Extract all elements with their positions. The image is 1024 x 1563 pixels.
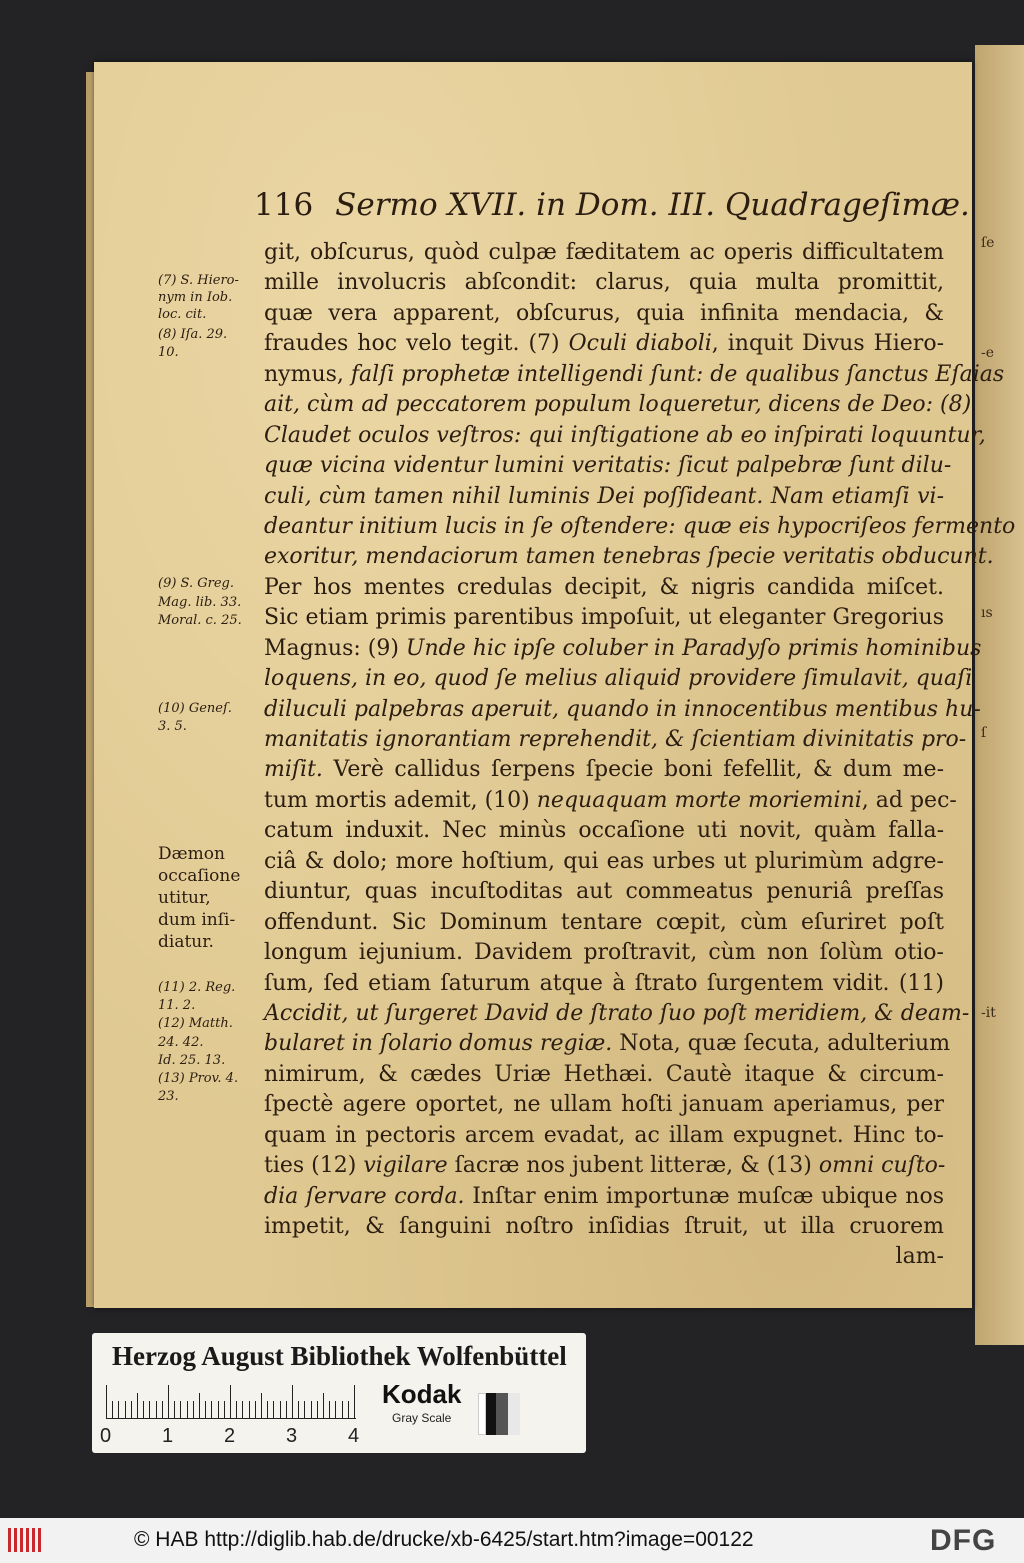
text-run: omni cuſto- bbox=[818, 1153, 946, 1179]
margin-citation: (12) Matth. bbox=[158, 1016, 233, 1032]
text-run: dia ſervare corda. bbox=[264, 1183, 465, 1209]
ruler-tick bbox=[118, 1401, 119, 1419]
text-run: impetit, & ſanguini noſtro inſidias ſtruit, ut illa cruorem bbox=[264, 1214, 944, 1239]
text-line bbox=[264, 938, 944, 968]
ruler-tick bbox=[273, 1401, 274, 1419]
text-run: tum mortis ademit, (10) bbox=[264, 787, 537, 813]
ruler-tick bbox=[187, 1401, 188, 1419]
text-run: nequaquam morte moriemini bbox=[536, 787, 862, 813]
ruler-tick bbox=[329, 1401, 330, 1419]
text-run: Unde hic ipſe coluber in Paradyſo primis hominibus bbox=[405, 635, 982, 661]
margin-citation: loc. cit. bbox=[158, 306, 207, 322]
text-line bbox=[264, 542, 994, 572]
ruler-tick bbox=[174, 1401, 175, 1419]
text-line bbox=[264, 299, 944, 329]
margin-citation: 3. 5. bbox=[158, 719, 187, 735]
margin-citation: Mag. lib. 33. bbox=[158, 594, 242, 610]
gray-scale-label: Gray Scale bbox=[392, 1411, 452, 1425]
ruler-tick bbox=[354, 1385, 355, 1419]
text-line bbox=[264, 1121, 944, 1151]
ruler-tick bbox=[304, 1401, 305, 1419]
text-line bbox=[264, 329, 944, 359]
text-run: loquens, in eo, quod ſe melius aliquid providere ſimulavit, quaſi bbox=[264, 666, 973, 692]
dfg-logo: DFG bbox=[930, 1524, 997, 1557]
text-line bbox=[264, 360, 1005, 390]
barcode-icon bbox=[8, 1528, 48, 1552]
ruler-tick bbox=[106, 1385, 107, 1419]
ruler-tick bbox=[131, 1401, 132, 1419]
scale-number: 2 bbox=[224, 1425, 236, 1447]
margin-citation: Id. 25. 13. bbox=[158, 1052, 226, 1068]
text-line bbox=[264, 847, 944, 877]
text-line bbox=[264, 969, 944, 999]
text-run: , ad pec- bbox=[861, 787, 957, 813]
ruler-tick bbox=[267, 1401, 268, 1419]
text-line bbox=[264, 908, 944, 938]
margin-citation: (8) Iſa. 29. bbox=[158, 326, 228, 342]
text-run: ſacræ nos jubent litteræ, & (13) bbox=[447, 1153, 819, 1179]
text-run: bularet in ſolario domus regiæ. bbox=[264, 1031, 613, 1057]
text-line bbox=[264, 390, 972, 420]
ruler-tick bbox=[249, 1401, 250, 1419]
text-run: Sic etiam primis parentibus impoſuit, ut eleganter Gregorius bbox=[264, 605, 944, 631]
ruler-tick bbox=[162, 1401, 163, 1419]
text-run: mille involucris abſcondit: clarus, quia multa promittit, bbox=[264, 270, 944, 296]
text-run: Nota, quæ ſecuta, adulterium bbox=[612, 1031, 951, 1057]
library-name: Herzog August Bibliothek Wolfenbüttel bbox=[112, 1341, 567, 1371]
ruler-tick bbox=[342, 1401, 343, 1419]
ruler-tick bbox=[137, 1393, 138, 1419]
ruler-tick bbox=[255, 1401, 256, 1419]
text-run: exoritur, mendaciorum tamen tenebras ſpecie veritatis obducunt. bbox=[264, 544, 994, 570]
text-line bbox=[264, 725, 967, 755]
text-run: Per hos mentes credulas decipit, & nigris candida miſcet. bbox=[264, 574, 944, 600]
ruler-tick bbox=[211, 1401, 212, 1419]
ruler-tick bbox=[292, 1385, 293, 1419]
text-line bbox=[264, 1090, 944, 1120]
running-head bbox=[254, 182, 970, 228]
text-line bbox=[264, 1212, 944, 1242]
text-line bbox=[264, 603, 944, 633]
text-line bbox=[264, 786, 957, 816]
text-line bbox=[264, 664, 973, 694]
text-run: ait, cùm ad peccatorem populum loqueretur, dicens de Deo: (8) bbox=[264, 392, 972, 418]
text-run: quam in pectoris arcem evadat, ac illam expugnet. Hinc to- bbox=[264, 1122, 944, 1148]
margin-summary-line: diatur. bbox=[158, 931, 214, 952]
text-line bbox=[264, 999, 970, 1029]
margin-citation: 23. bbox=[158, 1089, 179, 1105]
margin-citation: 24. 42. bbox=[158, 1034, 204, 1050]
text-run: Verè callidus ſerpens ſpecie boni fefellit, & dum me- bbox=[322, 757, 944, 783]
ruler-tick bbox=[143, 1401, 144, 1419]
text-run: manitatis ignorantiam reprehendit, & ſcientiam divinitatis pro- bbox=[264, 727, 967, 752]
margin-citation: 10. bbox=[158, 344, 179, 360]
library-stamp-card bbox=[92, 1333, 586, 1453]
margin-summary-line: utitur, bbox=[158, 887, 211, 908]
ruler-tick bbox=[156, 1401, 157, 1419]
ruler-tick bbox=[193, 1401, 194, 1419]
text-line bbox=[264, 573, 944, 603]
text-run: Claudet oculos veſtros: qui inſtigatione ab eo inſpirati loquuntur, bbox=[264, 422, 986, 448]
margin-citation: Moral. c. 25. bbox=[158, 612, 242, 628]
ruler-tick bbox=[125, 1401, 126, 1419]
margin-summary-line: Dæmon bbox=[158, 843, 225, 864]
text-line bbox=[264, 634, 982, 664]
ruler-tick bbox=[230, 1385, 231, 1419]
text-run: offendunt. Sic Dominum tentare cœpit, cùm eſuriret poſt bbox=[264, 909, 944, 935]
text-run: nimirum, & cædes Uriæ Hethæi. Cautè itaque & circum- bbox=[264, 1061, 944, 1087]
text-run: longum iejunium. Davidem proſtravit, cùm non ſolùm otio- bbox=[264, 940, 944, 966]
text-run: git, obſcurus, quòd culpæ fæditatem ac operis difficultatem bbox=[264, 240, 944, 265]
margin-summary-line: occaſione bbox=[158, 865, 241, 886]
text-run: Magnus: (9) bbox=[264, 635, 406, 661]
ruler-tick bbox=[261, 1393, 262, 1419]
ruler-tick bbox=[149, 1401, 150, 1419]
scale-number: 4 bbox=[348, 1425, 360, 1447]
text-run: ciâ & dolo; more hoſtium, qui eas urbes ut plurimùm adgre- bbox=[264, 848, 944, 874]
text-line bbox=[264, 1029, 951, 1059]
text-line bbox=[264, 512, 1016, 542]
ruler-tick bbox=[180, 1401, 181, 1419]
text-line bbox=[264, 451, 952, 481]
text-line bbox=[264, 755, 944, 785]
ruler-tick bbox=[311, 1401, 312, 1419]
text-run: deantur initium lucis in ſe oſtendere: quæ eis hypocriſeos fermento bbox=[264, 513, 1016, 539]
ruler-tick bbox=[236, 1401, 237, 1419]
text-line bbox=[264, 1182, 944, 1212]
ruler-tick bbox=[317, 1401, 318, 1419]
text-run: diluculi palpebras aperuit, quando in innocentibus mentibus hu- bbox=[264, 696, 981, 722]
margin-citation: (13) Prov. 4. bbox=[158, 1071, 239, 1087]
catchword: lam- bbox=[895, 1244, 944, 1270]
ruler-baseline bbox=[106, 1418, 356, 1419]
kodak-logo: Kodak bbox=[382, 1379, 462, 1409]
text-run: Accidit, ut ſurgeret David de ſtrato ſuo poſt meridiem, & deam- bbox=[264, 1000, 970, 1026]
ruler-tick bbox=[323, 1393, 324, 1419]
ruler-tick bbox=[112, 1401, 113, 1419]
scale-number: 3 bbox=[286, 1425, 298, 1447]
text-line bbox=[264, 877, 944, 907]
ruler-tick bbox=[242, 1401, 243, 1419]
margin-citation: (7) S. Hiero- bbox=[158, 273, 239, 289]
margin-citation: 11. 2. bbox=[158, 998, 196, 1014]
text-line bbox=[264, 482, 944, 512]
text-run: falſi prophetæ intelligendi ſunt: de qualibus ſanctus Eſaias bbox=[350, 361, 1005, 387]
text-line bbox=[264, 1060, 944, 1090]
text-run: ties (12) bbox=[264, 1153, 364, 1179]
text-run: culi, cùm tamen nihil luminis Dei poſſideant. Nam etiamſi vi- bbox=[264, 483, 944, 509]
text-run: nymus, bbox=[264, 361, 351, 387]
ruler-tick bbox=[298, 1401, 299, 1419]
ruler-tick bbox=[280, 1401, 281, 1419]
page-number: 116 bbox=[254, 187, 314, 223]
margin-citation: (9) S. Greg. bbox=[158, 576, 235, 592]
margin-citation: (11) 2. Reg. bbox=[158, 979, 236, 995]
text-run: diuntur, quas incuſtoditas aut commeatus penuriâ preſſas bbox=[264, 879, 944, 905]
ruler-tick bbox=[199, 1393, 200, 1419]
margin-summary-line: dum inſi- bbox=[158, 909, 236, 930]
text-line bbox=[264, 1151, 944, 1181]
text-run: ſpectè agere oportet, ne ullam hoſti januam aperiamus, per bbox=[264, 1092, 944, 1118]
scale-number: 1 bbox=[162, 1425, 174, 1447]
ruler-tick bbox=[218, 1401, 219, 1419]
gray-scale-swatches bbox=[478, 1393, 520, 1435]
text-run: ſum, ſed etiam ſaturum atque à ſtrato ſurgentem vidit. (11) bbox=[264, 970, 944, 996]
text-line bbox=[264, 268, 944, 298]
scale-number: 0 bbox=[100, 1425, 112, 1447]
adjacent-page-edge: ſe -e ıs ſ -it bbox=[975, 45, 1024, 1345]
ruler-tick bbox=[224, 1401, 225, 1419]
margin-citation: nym in Iob. bbox=[158, 290, 233, 306]
running-title: Sermo XVII. in Dom. III. Quadrageſimæ. bbox=[335, 187, 970, 223]
ruler-tick bbox=[205, 1401, 206, 1419]
text-run: miſit. bbox=[264, 757, 323, 783]
margin-citation: (10) Geneſ. bbox=[158, 701, 232, 717]
footer-credit-link[interactable]: © HAB http://diglib.hab.de/drucke/xb-6425/start.htm?image=00122 bbox=[134, 1528, 754, 1551]
ruler-tick bbox=[168, 1385, 169, 1419]
ruler-tick bbox=[286, 1401, 287, 1419]
text-line bbox=[264, 695, 981, 725]
text-run: quæ vicina videntur lumini veritatis: ſicut palpebræ ſunt dilu- bbox=[264, 453, 952, 479]
text-line bbox=[264, 238, 944, 268]
ruler-tick bbox=[348, 1401, 349, 1419]
text-run: catum induxit. Nec minùs occaſione uti novit, quàm falla- bbox=[264, 818, 944, 844]
text-line bbox=[264, 816, 944, 846]
text-run: vigilare bbox=[363, 1153, 448, 1179]
text-run: Inſtar enim importunæ muſcæ ubique nos bbox=[464, 1183, 944, 1209]
text-run: quæ vera apparent, obſcurus, quia infinita mendacia, & bbox=[264, 300, 944, 326]
text-line bbox=[264, 421, 986, 451]
footer-bar bbox=[0, 1518, 1024, 1563]
text-run: fraudes hoc velo tegit. (7) bbox=[264, 331, 569, 357]
ruler-tick bbox=[335, 1401, 336, 1419]
text-run: Oculi diaboli bbox=[568, 331, 712, 357]
text-run: , inquit Divus Hiero- bbox=[711, 331, 945, 357]
